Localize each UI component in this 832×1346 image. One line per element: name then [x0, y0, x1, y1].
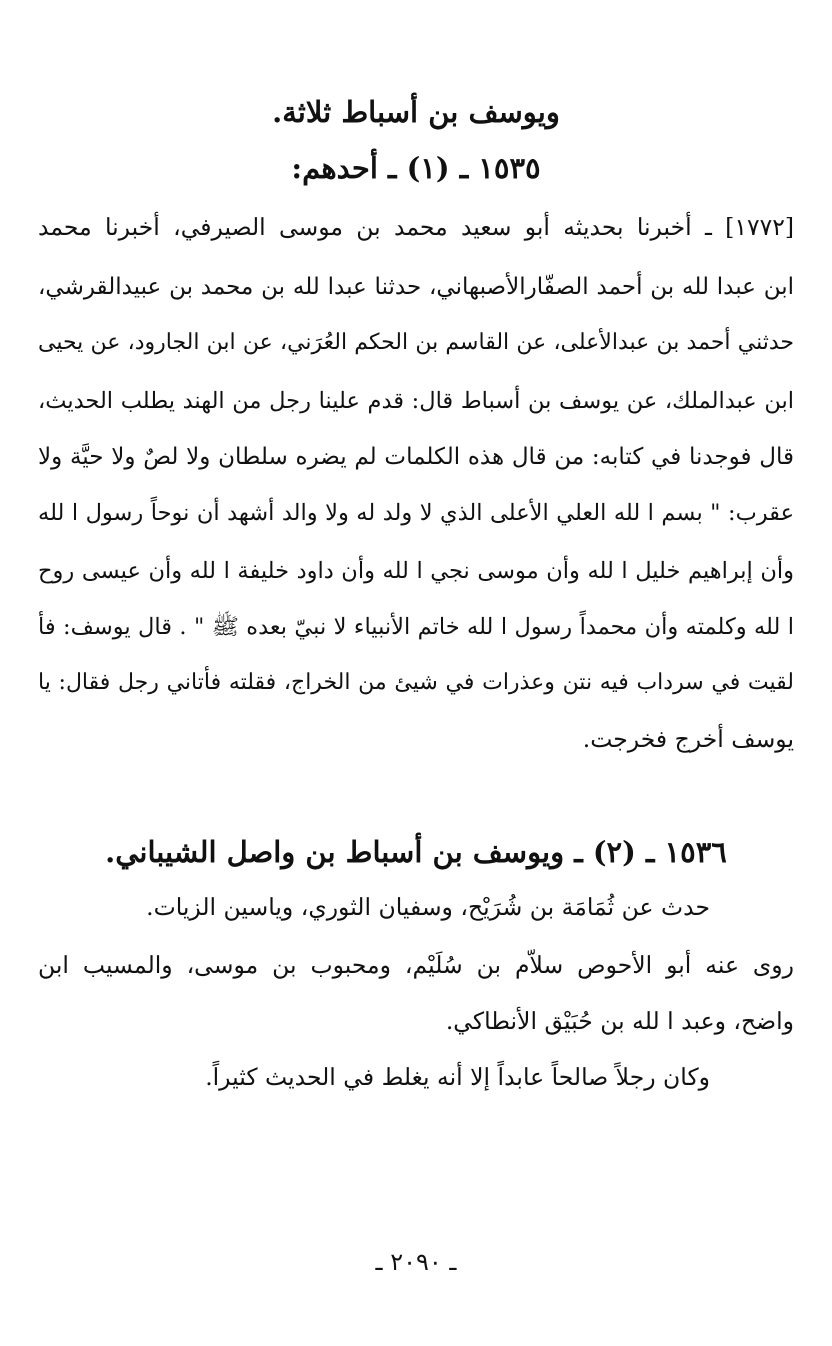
paragraph-line: ا لله وكلمته وأن محمداً رسول ا لله خاتم الأنبياء لا نبيّ بعده ﷺ " . قال يوسف: فأ	[38, 614, 794, 640]
paragraph-line: وكان رجلاً صالحاً عابداً إلا أنه يغلط في الحديث كثيراً.	[205, 1063, 710, 1091]
paragraph-line: ابن عبدا لله بن أحمد الصفّارالأصبهاني، حدثنا عبدا لله بن محمد بن عبيدالقرشي،	[38, 274, 794, 300]
entry-heading: ١٥٣٥ ـ (١) ـ أحدهم:	[291, 151, 541, 185]
paragraph-line: وأن إبراهيم خليل ا لله وأن موسى نجي ا لله وأن داود خليفة ا لله وأن عيسى روح	[38, 558, 794, 584]
paragraph-line: ابن عبدالملك، عن يوسف بن أسباط قال: قدم علينا رجل من الهند يطلب الحديث،	[38, 388, 794, 414]
paragraph-line: عقرب: " بسم ا لله العلي الأعلى الذي لا ولد له ولا والد أشهد أن نوحاً رسول ا لله	[38, 500, 794, 526]
paragraph-line: قال فوجدنا في كتابه: من قال هذه الكلمات لم يضره سلطان ولا لصٌ ولا حيَّة ولا	[38, 444, 794, 470]
entry-heading: ١٥٣٦ ـ (٢) ـ ويوسف بن أسباط بن واصل الشيباني.	[105, 835, 727, 869]
paragraph-line: حدثني أحمد بن عبدالأعلى، عن القاسم بن الحكم العُرَني، عن ابن الجارود، عن يحيى	[38, 330, 794, 355]
paragraph-line: روى عنه أبو الأحوص سلاّم بن سُلَيْم، ومحبوب بن موسى، والمسيب ابن	[38, 951, 794, 979]
page-number: ـ ٢٠٩٠ ـ	[375, 1248, 457, 1276]
paragraph-line: حدث عن ثُمَامَة بن شُرَيْح، وسفيان الثوري، وياسين الزيات.	[146, 893, 710, 921]
paragraph-line: لقيت في سرداب فيه نتن وعذرات في شيئ من الخراج، فقلته فأتاني رجل فقال: يا	[38, 670, 794, 695]
section-heading: ويوسف بن أسباط ثلاثة.	[272, 95, 560, 129]
paragraph-line: واضح، وعبد ا لله بن حُبَيْق الأنطاكي.	[445, 1007, 794, 1035]
paragraph-line: [١٧٧٢] ـ أخبرنا بحديثه أبو سعيد محمد بن موسى الصيرفي، أخبرنا محمد	[38, 213, 794, 241]
paragraph-line: يوسف أخرج فخرجت.	[582, 725, 794, 753]
